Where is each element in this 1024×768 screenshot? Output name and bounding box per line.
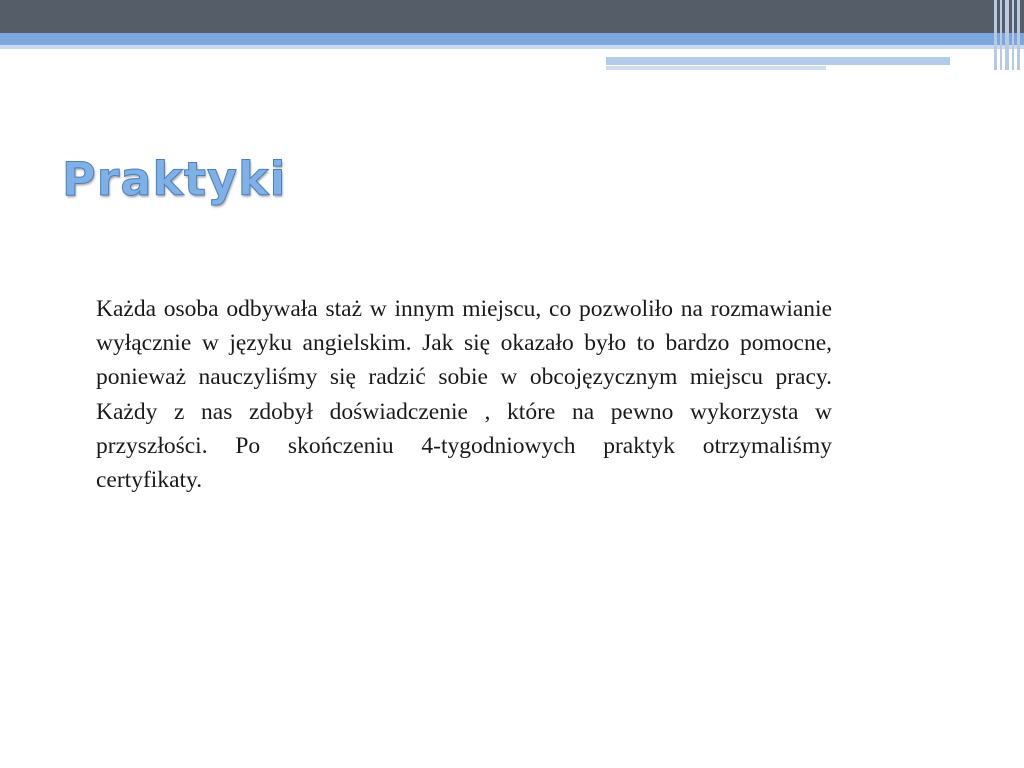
slide-title: Praktyki [62, 152, 287, 206]
corner-stripes [992, 0, 1024, 70]
header-accent-line [606, 66, 826, 70]
header-blue-bar [0, 33, 1024, 45]
header-dark-bar [0, 0, 1024, 33]
header-light-line [0, 45, 1024, 49]
header-accent-bar [606, 57, 1006, 65]
slide-body-text: Każda osoba odbywała staż w innym miejscu, co pozwoliło na rozmawianie wyłącznie w języku angielskim. Jak się okazało było to bardzo pomocne, ponieważ nauczyliśmy się radzić sobie w obcojęzycznym miejscu pracy. Każdy z nas zdobył doświadczenie , które na pewno wykorzysta w przyszłości. Po skończeniu 4-tygodniowych praktyk otrzymaliśmy certyfikaty. [96, 296, 832, 494]
